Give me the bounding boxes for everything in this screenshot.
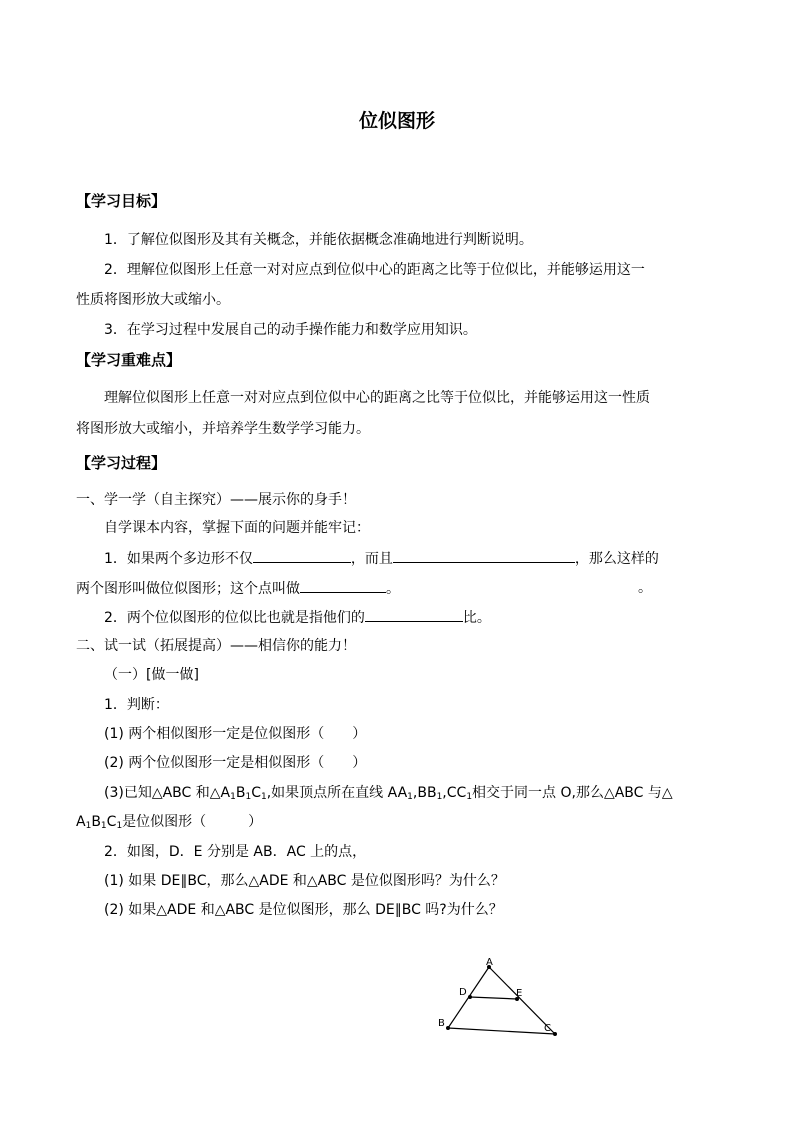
goal-item-1: 1．了解位似图形及其有关概念，并能依据概念准确地进行判断说明。 <box>104 232 533 248</box>
judge-title: 1．判断： <box>104 697 169 713</box>
goal-item-2-cont: 性质将图形放大或缩小。 <box>76 292 230 308</box>
triangle-figure <box>430 955 570 1045</box>
label-b: B <box>438 1018 445 1029</box>
process-heading: 【学习过程】 <box>76 454 167 472</box>
judge-item-3-line-2: $A_1B_1C_1$是位似图形（ ） <box>76 814 263 831</box>
question-1-end-mark: 。 <box>638 580 652 596</box>
segment-de <box>470 997 517 999</box>
point-c <box>553 1032 557 1036</box>
goal-item-2: 2．理解位似图形上任意一对对应点到位似中心的距离之比等于位似比，并能够运用这一 <box>104 262 645 278</box>
side-bc <box>448 1028 555 1034</box>
part1-title: 一、学一学（自主探究）——展示你的身手！ <box>76 492 356 508</box>
label-c: C <box>544 1023 551 1034</box>
judge-item-1: (1) 两个相似图形一定是位似图形（ ） <box>104 726 367 742</box>
blank-4[interactable] <box>365 607 463 622</box>
question-2: 2．两个位似图形的位似比也就是指他们的 比。 <box>104 607 491 628</box>
blank-3[interactable] <box>300 578 386 593</box>
question-1-line-1: 1．如果两个多边形不仅 ，而且 ，那么这样的 <box>104 548 659 569</box>
page-title: 位似图形 <box>358 110 435 132</box>
blank-1[interactable] <box>253 548 351 563</box>
part1-intro: 自学课本内容，掌握下面的问题并能牢记： <box>104 520 370 536</box>
goals-heading: 【学习目标】 <box>76 192 167 210</box>
judge-item-2: (2) 两个位似图形一定是相似图形（ ） <box>104 755 367 771</box>
blank-2[interactable] <box>393 548 575 563</box>
question-1-line-2: 两个图形叫做位似图形；这个点叫做 。 <box>76 578 400 599</box>
point-b <box>446 1026 450 1030</box>
label-a: A <box>486 957 493 968</box>
key-points-line-1: 理解位似图形上任意一对对应点到位似中心的距离之比等于位似比，并能够运用这一性质 <box>104 390 650 406</box>
part2-title: 二、试一试（拓展提高）——相信你的能力！ <box>76 638 356 654</box>
question-3-item-1: (1) 如果 DE∥BC，那么△ADE 和△ABC 是位似图形吗？为什么？ <box>104 873 505 889</box>
label-e: E <box>516 988 523 999</box>
point-d <box>468 995 472 999</box>
question-3-item-2: (2) 如果△ADE 和△ABC 是位似图形，那么 DE∥BC 吗?为什么？ <box>104 902 503 918</box>
judge-item-3-line-1: (3)已知△ABC 和$\triangle A_1B_1C_1$,如果顶点所在直线 $AA_1,BB_1,CC_1$相交于同一点 O,那么△ABC 与△ <box>104 785 673 802</box>
key-points-heading: 【学习重难点】 <box>76 351 182 369</box>
part2-sub: （一）[做一做] <box>104 667 199 683</box>
question-3-title: 2．如图，D．E 分别是 AB．AC 上的点， <box>104 844 367 860</box>
goal-item-3: 3．在学习过程中发展自己的动手操作能力和数学应用知识。 <box>104 322 477 338</box>
key-points-line-2: 将图形放大或缩小，并培养学生数学学习能力。 <box>76 421 370 437</box>
label-d: D <box>459 987 467 998</box>
